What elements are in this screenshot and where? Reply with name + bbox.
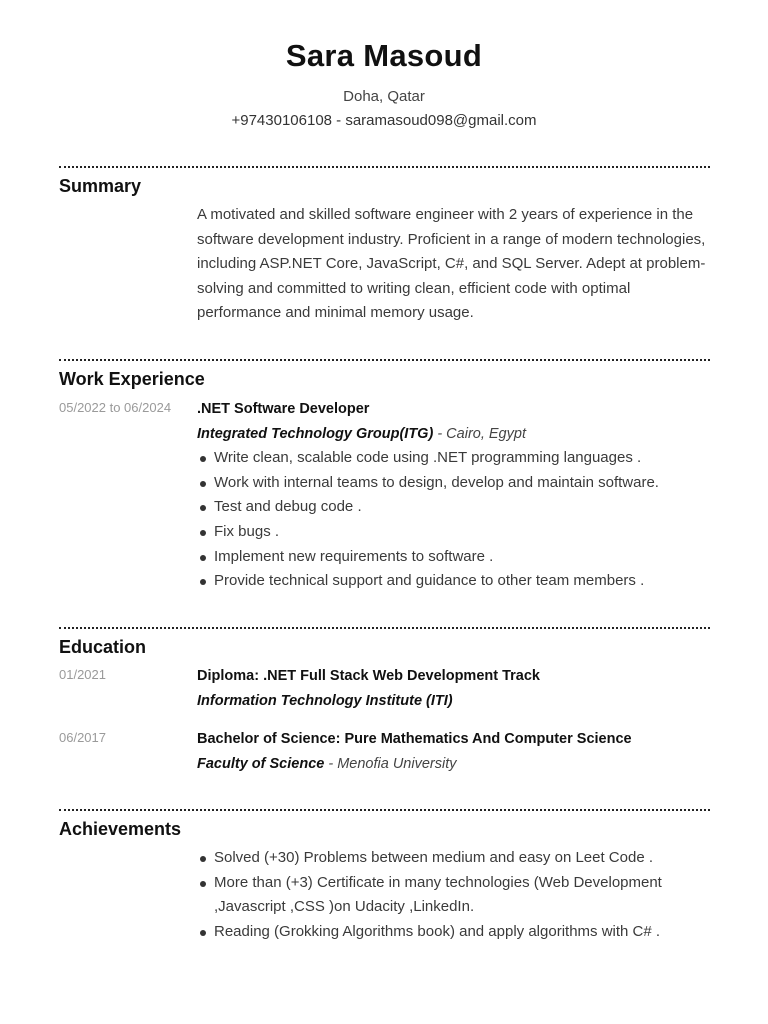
resume-header — [0, 38, 768, 129]
section-divider — [59, 166, 710, 168]
list-item: Provide technical support and guidance to other team members . — [197, 569, 710, 594]
section-title-work: Work Experience — [59, 369, 205, 389]
achievements-list — [197, 846, 710, 944]
degree-separator: : — [335, 731, 345, 748]
job-entry — [59, 397, 710, 594]
education-date: 06/2017 — [59, 730, 106, 746]
list-item: Work with internal teams to design, develop and maintain software. — [197, 471, 710, 496]
education-institution-line — [197, 752, 710, 777]
education-date: 01/2021 — [59, 667, 106, 682]
candidate-location: Doha, Qatar — [343, 88, 425, 105]
job-responsibilities — [197, 446, 710, 594]
job-location: - Cairo, Egypt — [433, 425, 526, 442]
candidate-name: Sara Masoud — [285, 38, 483, 73]
education-institution: Faculty of Science — [197, 755, 325, 772]
degree-separator: : — [254, 668, 264, 684]
section-divider — [59, 359, 710, 361]
degree-field: Pure Mathematics And Computer Science — [344, 731, 632, 748]
section-title-achievements: Achievements — [59, 819, 182, 839]
job-dates: 05/2022 to 06/2024 — [59, 400, 172, 415]
list-item: Test and debug code . — [197, 495, 710, 520]
job-company-line — [197, 422, 710, 447]
list-item: More than (+3) Certificate in many technologies (Web Development ,Javascript ,CSS )on Udacity ,LinkedIn. — [197, 871, 710, 920]
degree-type: Diploma — [197, 668, 255, 684]
list-item: Reading (Grokking Algorithms book) and apply algorithms with C# . — [197, 920, 710, 945]
list-item: Implement new requirements to software . — [197, 545, 710, 570]
job-company: Integrated Technology Group(ITG) — [197, 425, 434, 442]
list-item: Write clean, scalable code using .NET programming languages . — [197, 446, 710, 471]
section-title-summary: Summary — [59, 176, 142, 196]
education-institution-line — [197, 689, 710, 714]
education-entry — [59, 727, 710, 776]
job-title: .NET Software Developer — [197, 401, 370, 417]
education-entry — [59, 664, 710, 713]
degree-field: .NET Full Stack Web Development Track — [263, 668, 540, 684]
section-divider — [59, 809, 710, 811]
education-degree — [197, 727, 710, 752]
summary-section — [59, 166, 710, 326]
list-item: Solved (+30) Problems between medium and easy on Leet Code . — [197, 846, 710, 871]
candidate-contact: +97430106108 - saramasoud098@gmail.com — [231, 112, 537, 129]
education-degree — [197, 664, 710, 689]
section-divider — [59, 627, 710, 629]
work-experience-section — [59, 359, 710, 594]
summary-text: A motivated and skilled software engineer with 2 years of experience in the software development industry. Proficient in a range of modern technologies, including ASP.NET Core, JavaScript, C#, and SQL Server. Adept at problem-solving and committed to writing clean, efficient code with optimal performance and minimal memory usage. — [197, 206, 706, 322]
list-item: Fix bugs . — [197, 520, 710, 545]
education-location: - Menofia University — [324, 755, 457, 772]
section-title-education: Education — [59, 637, 147, 657]
education-section — [59, 627, 710, 776]
degree-type: Bachelor of Science — [197, 731, 336, 748]
achievements-section — [59, 809, 710, 944]
education-institution: Information Technology Institute (ITI) — [197, 692, 453, 709]
